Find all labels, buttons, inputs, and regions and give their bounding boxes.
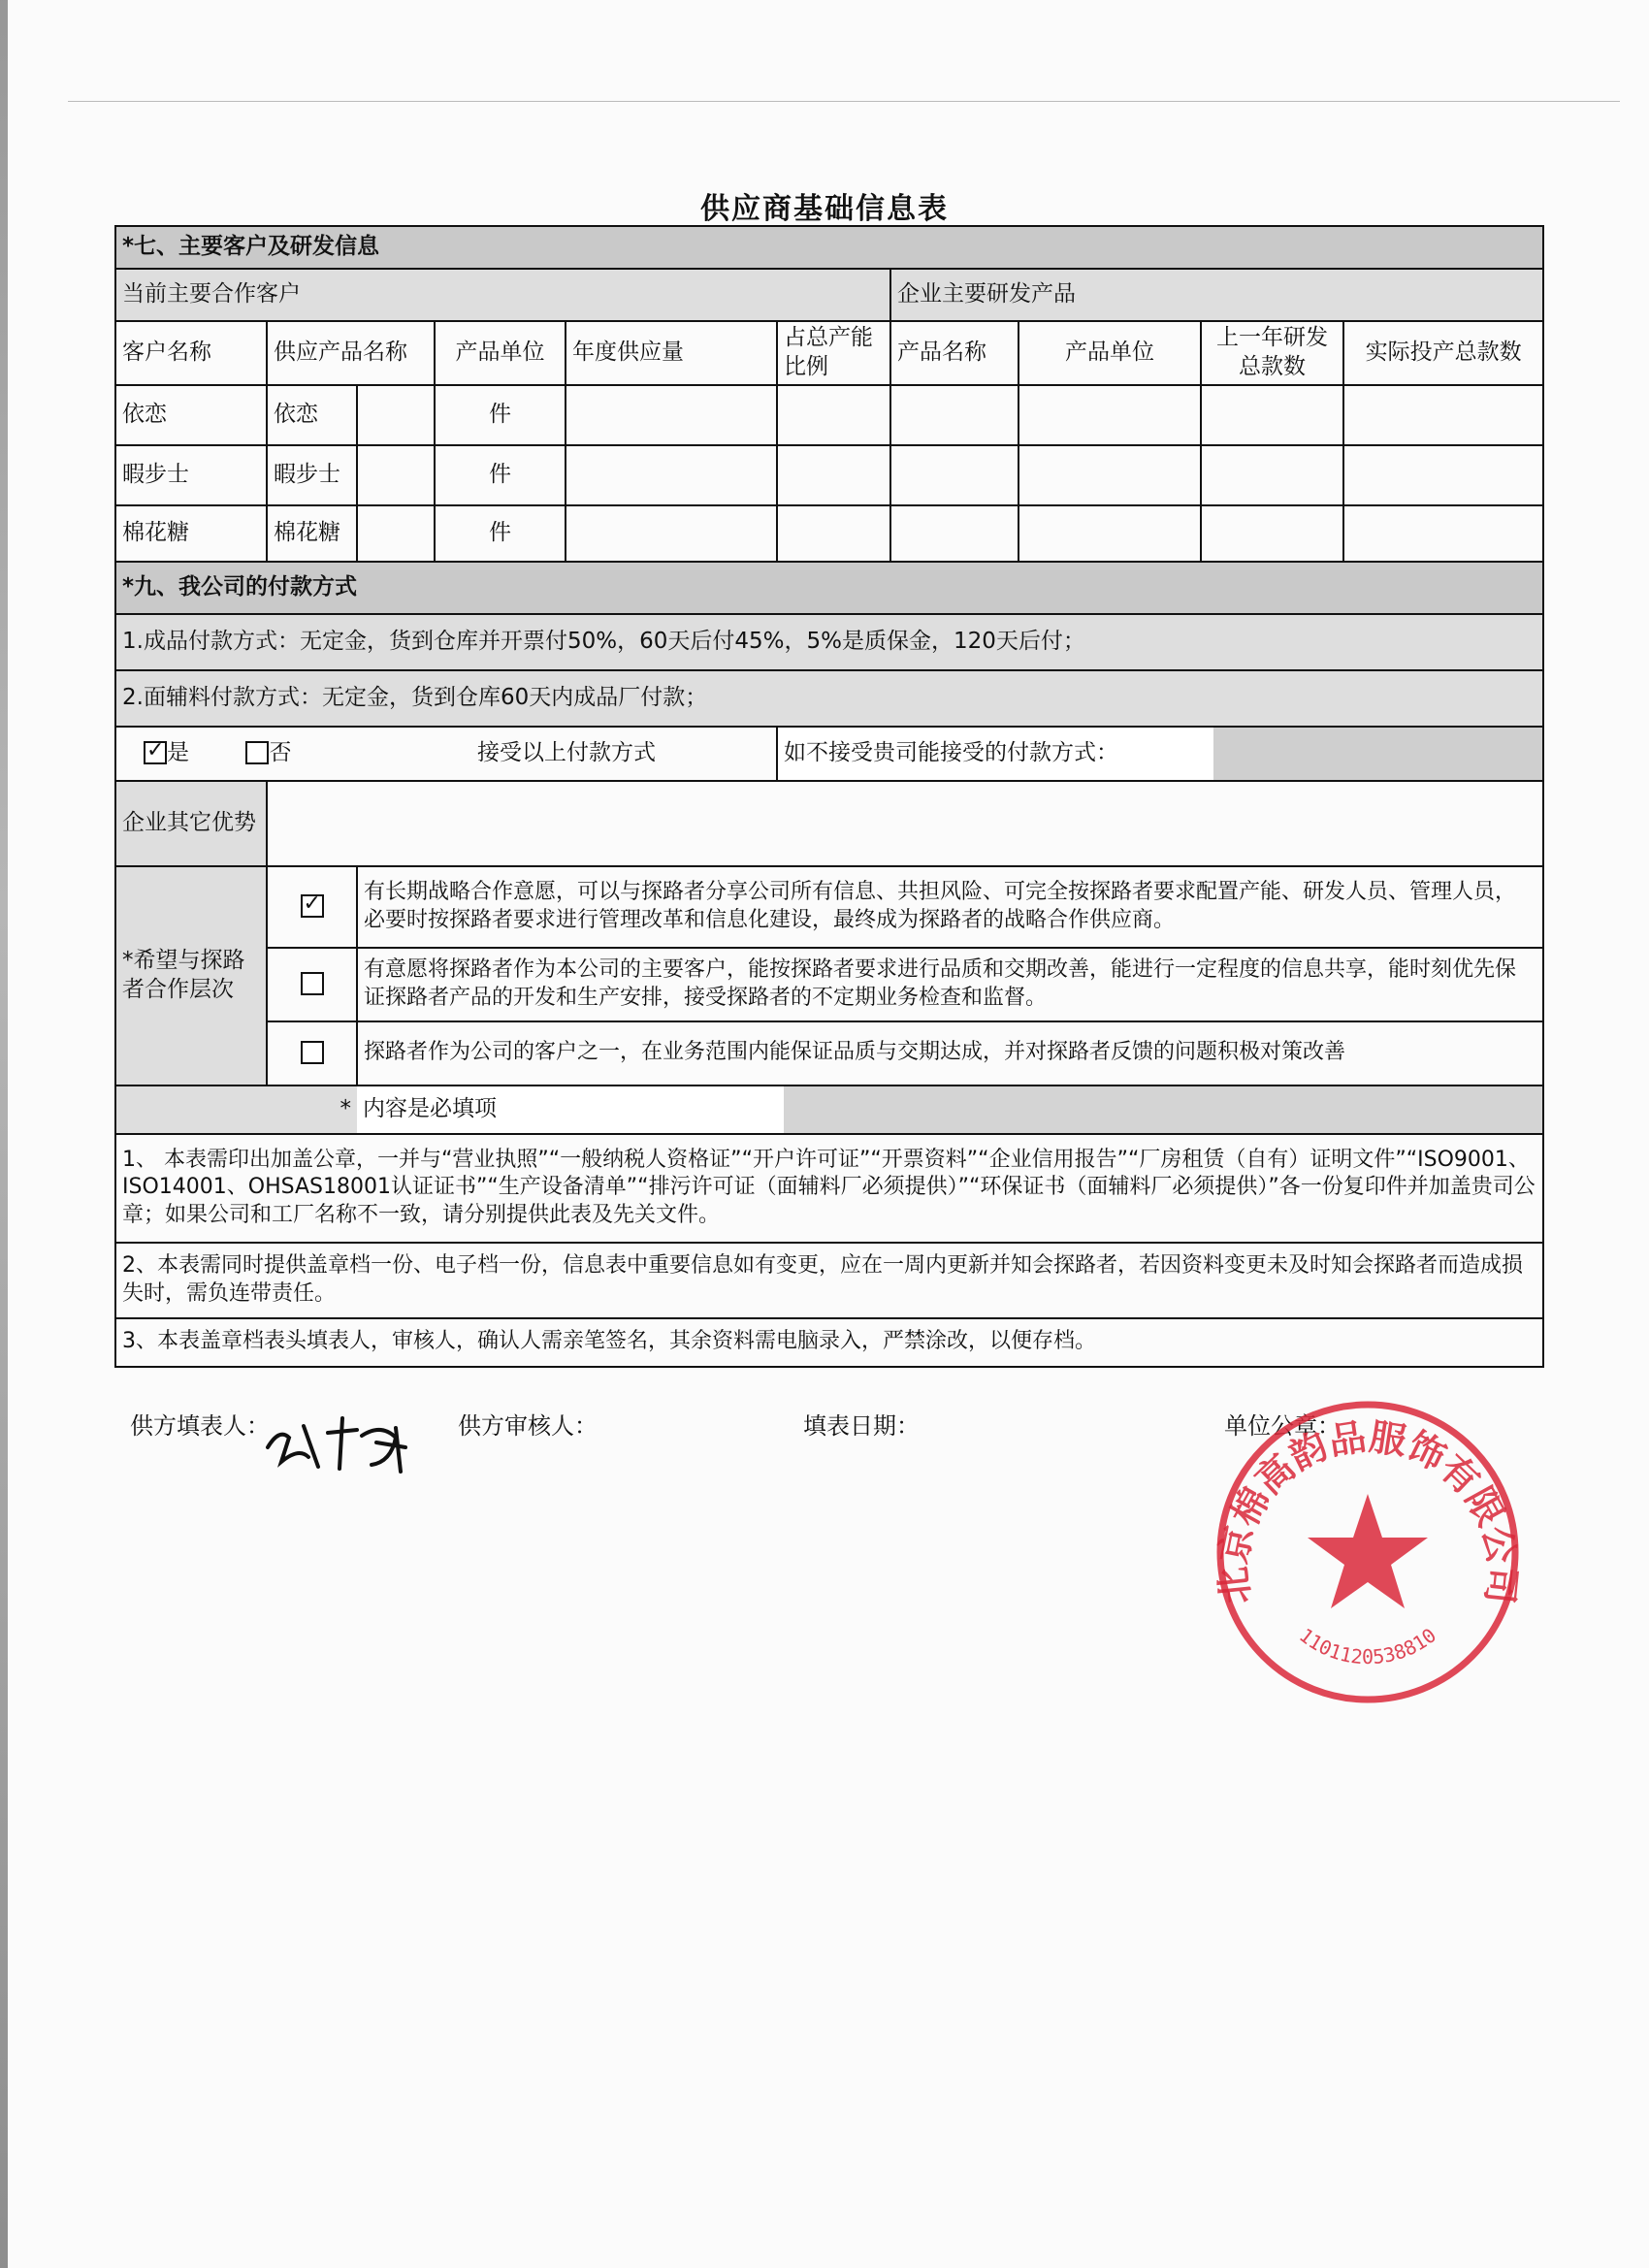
seal-number: 1101120538810 — [1294, 1623, 1441, 1669]
rd-actual-cell[interactable] — [1343, 505, 1543, 562]
accept-label: 接受以上付款方式 — [357, 727, 777, 781]
yes-checkbox[interactable] — [144, 741, 167, 764]
unit-cell[interactable]: 件 — [435, 445, 566, 505]
col-annual: 年度供应量 — [566, 321, 777, 385]
supplier-info-form — [114, 225, 1544, 1368]
unit-cell[interactable]: 件 — [435, 385, 566, 445]
no-checkbox[interactable] — [245, 741, 269, 764]
cooperation-label: *希望与探路者合作层次 — [115, 866, 267, 1085]
coop-option-1-text: 有长期战略合作意愿，可以与探路者分享公司所有信息、共担风险、可完全按探路者要求配置产能、研发人员、管理人员，必要时按探路者要求进行管理改革和信息化建设，最终成为探路者的战略合作供应商。 — [357, 866, 1543, 948]
page-title: 供应商基础信息表 — [700, 192, 949, 226]
customer-cell[interactable]: 棉花糖 — [115, 505, 267, 562]
scan-edge — [0, 0, 8, 2268]
yes-label: 是 — [166, 739, 189, 765]
advantages-label: 企业其它优势 — [115, 781, 267, 866]
checkbox[interactable] — [301, 894, 324, 918]
handwritten-signature — [260, 1409, 435, 1476]
required-note: 内容是必填项 — [357, 1085, 1543, 1134]
checkbox[interactable] — [301, 972, 324, 995]
no-label: 否 — [269, 739, 292, 765]
ratio-cell[interactable] — [777, 445, 890, 505]
reviewer-label: 供方审核人： — [458, 1412, 598, 1440]
unit-cell[interactable]: 件 — [435, 505, 566, 562]
customer-cell[interactable]: 暇步士 — [115, 445, 267, 505]
rd-unit-cell[interactable] — [1018, 505, 1201, 562]
col-rd-last: 上一年研发总款数 — [1201, 321, 1343, 385]
rd-product-cell[interactable] — [890, 505, 1018, 562]
blank-cell[interactable] — [357, 385, 435, 445]
current-customers-label: 当前主要合作客户 — [115, 269, 890, 321]
alt-payment-label: 如不接受贵司能接受的付款方式： — [784, 739, 1118, 765]
col-customer: 客户名称 — [115, 321, 267, 385]
payment-line-2: 2.面辅料付款方式：无定金，货到仓库60天内成品厂付款； — [115, 670, 1543, 727]
rd-product-cell[interactable] — [890, 445, 1018, 505]
table-row — [115, 505, 1543, 562]
filler-label: 供方填表人： — [130, 1412, 270, 1440]
note-3: 3、本表盖章档表头填表人，审核人，确认人需亲笔签名，其余资料需电脑录入，严禁涂改，以便存档。 — [115, 1318, 1543, 1367]
rd-actual-cell[interactable] — [1343, 385, 1543, 445]
col-rd-unit: 产品单位 — [1018, 321, 1201, 385]
rd-product-cell[interactable] — [890, 385, 1018, 445]
rd-last-cell[interactable] — [1201, 385, 1343, 445]
advantages-field[interactable] — [267, 781, 1543, 866]
section7-heading: *七、主要客户及研发信息 — [115, 226, 1543, 269]
rd-last-cell[interactable] — [1201, 505, 1343, 562]
required-star: * — [115, 1085, 357, 1134]
coop-option-3-text: 探路者作为公司的客户之一，在业务范围内能保证品质与交期达成，并对探路者反馈的问题积极对策改善 — [357, 1021, 1543, 1085]
note-1: 1、 本表需印出加盖公章，一并与“营业执照”“一般纳税人资格证”“开户许可证”“开票资料”“企业信用报告”“厂房租赁（自有）证明文件”“ISO9001、ISO14001、OHSAS18001认证证书”“生产设备清单”“排污许可证（面辅料厂必须提供）”“环保证书（面辅料厂必须提供）”各一份复印件并加盖贵司公章；如果公司和工厂名称不一致，请分别提供此表及先关文件。 — [115, 1134, 1543, 1243]
accept-choice — [115, 727, 357, 781]
annual-cell[interactable] — [566, 445, 777, 505]
coop-option-2-text: 有意愿将探路者作为本公司的主要客户，能按探路者要求进行品质和交期改善，能进行一定程度的信息共享，能时刻优先保证探路者产品的开发和生产安排，接受探路者的不定期业务检查和监督。 — [357, 948, 1543, 1021]
blank-cell[interactable] — [357, 505, 435, 562]
table-row — [115, 385, 1543, 445]
annual-cell[interactable] — [566, 385, 777, 445]
col-unit: 产品单位 — [435, 321, 566, 385]
product-cell[interactable]: 依恋 — [267, 385, 357, 445]
ratio-cell[interactable] — [777, 505, 890, 562]
table-row — [115, 445, 1543, 505]
product-cell[interactable]: 棉花糖 — [267, 505, 357, 562]
alt-payment-field[interactable] — [777, 727, 1543, 781]
rd-unit-cell[interactable] — [1018, 445, 1201, 505]
annual-cell[interactable] — [566, 505, 777, 562]
rd-last-cell[interactable] — [1201, 445, 1343, 505]
date-label: 填表日期： — [803, 1412, 920, 1440]
customer-cell[interactable]: 依恋 — [115, 385, 267, 445]
section9-heading: *九、我公司的付款方式 — [115, 562, 1543, 614]
company-seal — [1208, 1392, 1528, 1712]
seal-company-name: 北京棉高韵品服饰有限公司 — [1211, 1414, 1525, 1606]
note-2: 2、本表需同时提供盖章档一份、电子档一份，信息表中重要信息如有变更，应在一周内更新并知会探路者，若因资料变更未及时知会探路者而造成损失时，需负连带责任。 — [115, 1243, 1543, 1318]
col-ratio: 占总产能比例 — [777, 321, 890, 385]
product-cell[interactable]: 暇步士 — [267, 445, 357, 505]
checkbox[interactable] — [301, 1041, 324, 1064]
rd-actual-cell[interactable] — [1343, 445, 1543, 505]
col-rd-product: 产品名称 — [890, 321, 1018, 385]
payment-line-1: 1.成品付款方式：无定金，货到仓库并开票付50%，60天后付45%，5%是质保金，120天后付； — [115, 614, 1543, 670]
coop-option-2-box[interactable] — [267, 948, 357, 1021]
svg-text:1101120538810 — [1295, 1624, 1440, 1669]
scan-top-line — [68, 101, 1620, 102]
coop-option-3-box[interactable] — [267, 1021, 357, 1085]
ratio-cell[interactable] — [777, 385, 890, 445]
seal-label: 单位公章： — [1224, 1412, 1341, 1440]
col-product: 供应产品名称 — [267, 321, 435, 385]
rd-products-label: 企业主要研发产品 — [890, 269, 1543, 321]
blank-cell[interactable] — [357, 445, 435, 505]
coop-option-1-box[interactable] — [267, 866, 357, 948]
col-rd-actual: 实际投产总款数 — [1343, 321, 1543, 385]
rd-unit-cell[interactable] — [1018, 385, 1201, 445]
